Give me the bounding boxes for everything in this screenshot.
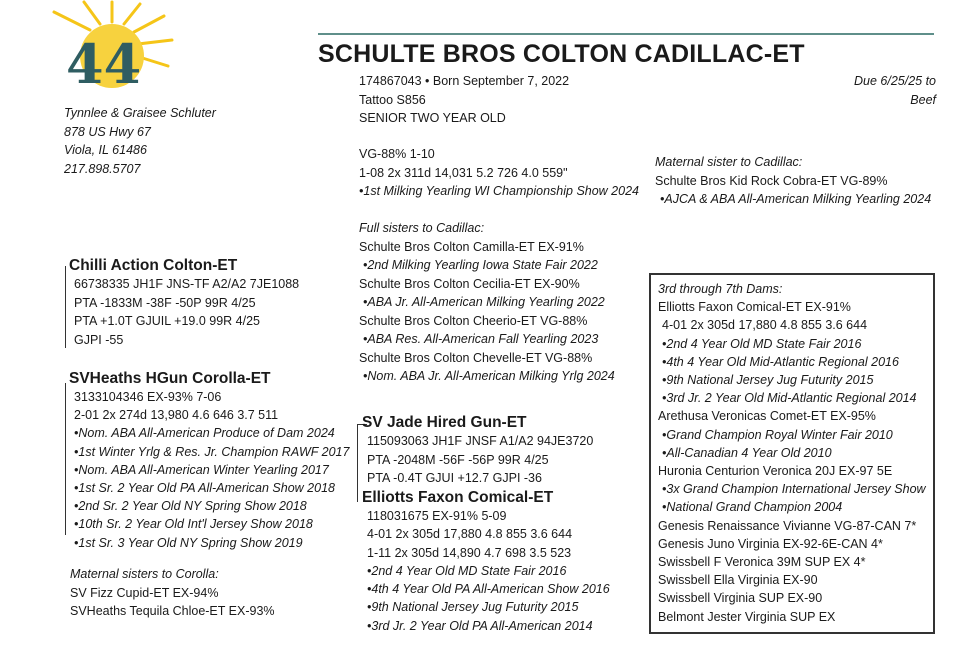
- maternal-sister-section: [655, 153, 931, 209]
- animal-info: [359, 72, 569, 128]
- sire-info: [74, 275, 299, 349]
- award: •1st Sr. 3 Year Old NY Spring Show 2019: [74, 535, 303, 550]
- award: •1st Winter Yrlg & Res. Jr. Champion RAWF 2017: [74, 444, 350, 459]
- dam-entry: Swissbell Ella Virginia EX-90: [658, 573, 818, 588]
- dam-entry: •3rd Jr. 2 Year Old Mid-Atlantic Regional 2014: [662, 391, 917, 406]
- sire-line: GJPI -55: [74, 332, 124, 347]
- dam-entry: Genesis Juno Virginia EX-92-6E-CAN 4*: [658, 536, 883, 551]
- due-info: [854, 72, 936, 109]
- dam-entry: Huronia Centurion Veronica 20J EX-97 5E: [658, 464, 893, 479]
- animal-title: SCHULTE BROS COLTON CADILLAC-ET: [318, 40, 805, 68]
- sire-line: PTA +1.0T GJUIL +19.0 99R 4/25: [74, 314, 260, 328]
- consignor-phone: 217.898.5707: [64, 161, 141, 176]
- award: •Nom. ABA All-American Produce of Dam 2024: [74, 426, 335, 441]
- dam-entry: •9th National Jersey Jug Futurity 2015: [662, 373, 874, 388]
- due-service: Beef: [910, 92, 936, 107]
- dam-entry: Swissbell F Veronica 39M SUP EX 4*: [658, 555, 866, 570]
- sister-name: Schulte Bros Colton Chevelle-ET VG-88%: [359, 350, 593, 365]
- granddam-line: 4-01 2x 305d 17,880 4.8 855 3.6 644: [367, 527, 573, 542]
- award: •Nom. ABA All-American Winter Yearling 2017: [74, 462, 329, 477]
- award: •4th 4 Year Old PA All-American Show 2016: [367, 582, 610, 597]
- due-date: Due 6/25/25 to: [853, 74, 936, 88]
- production-record: [359, 145, 639, 201]
- lactation-record: 1-08 2x 311d 14,031 5.2 726 4.0 559": [359, 165, 568, 180]
- section-heading: Maternal sister to Cadillac:: [655, 155, 803, 169]
- grandsire-bracket: [357, 424, 358, 502]
- dam-entry: Arethusa Veronicas Comet-ET EX-95%: [658, 409, 876, 424]
- consignor-info: [64, 104, 216, 178]
- tattoo: Tattoo S856: [359, 92, 426, 107]
- award: •9th National Jersey Jug Futurity 2015: [367, 600, 579, 615]
- award: •AJCA & ABA All-American Milking Yearling 2024: [660, 192, 932, 206]
- consignor-name: Tynnlee & Graisee Schluter: [64, 106, 216, 120]
- sister-name: SVHeaths Tequila Chloe-ET EX-93%: [70, 604, 275, 618]
- award: •2nd Sr. 2 Year Old NY Spring Show 2018: [74, 499, 307, 514]
- dam-entry: Elliotts Faxon Comical-ET EX-91%: [658, 300, 851, 315]
- dam-entry: •Grand Champion Royal Winter Fair 2010: [662, 427, 893, 442]
- dam-entry: Swissbell Virginia SUP EX-90: [658, 591, 823, 606]
- reg-birthdate: 174867043 • Born September 7, 2022: [359, 74, 570, 88]
- sire-name: Chilli Action Colton-ET: [69, 257, 238, 274]
- classification: VG-88% 1-10: [359, 147, 435, 161]
- dams-box: [649, 273, 935, 634]
- dam-line: 3133104346 EX-93% 7-06: [74, 390, 222, 404]
- grandsire-name: SV Jade Hired Gun-ET: [362, 414, 527, 431]
- dam-entry: •2nd 4 Year Old MD State Fair 2016: [662, 336, 862, 351]
- box-heading: 3rd through 7th Dams:: [658, 282, 783, 296]
- grandsire-line: 115093063 JH1F JNSF A1/A2 94JE3720: [367, 434, 594, 448]
- title-rule: [318, 33, 934, 35]
- lot-number: 44: [66, 32, 142, 96]
- sire-line: PTA -1833M -38F -50P 99R 4/25: [74, 295, 256, 310]
- consignor-address: 878 US Hwy 67: [64, 124, 151, 139]
- granddam-line: 1-11 2x 305d 14,890 4.7 698 3.5 523: [367, 545, 572, 560]
- award: •3rd Jr. 2 Year Old PA All-American 2014: [367, 618, 593, 633]
- sister-name: Schulte Bros Colton Cecilia-ET EX-90%: [359, 276, 580, 291]
- dam-line: 2-01 2x 274d 13,980 4.6 646 3.7 511: [74, 408, 279, 423]
- award: •1st Sr. 2 Year Old PA All-American Show 2018: [74, 481, 335, 496]
- grandsire-info: [367, 432, 593, 488]
- dam-entry: •3x Grand Champion International Jersey Show: [662, 482, 926, 497]
- granddam-info: [367, 507, 610, 635]
- dam-entry: Belmont Jester Virginia SUP EX: [658, 609, 836, 624]
- grandsire-line: PTA -0.4T GJUI +12.7 GJPI -36: [367, 471, 542, 485]
- section-heading: Maternal sisters to Corolla:: [70, 567, 219, 581]
- corolla-sisters-section: [70, 565, 275, 621]
- dam-entry: 4-01 2x 305d 17,880 4.8 855 3.6 644: [662, 318, 868, 333]
- consignor-city: Viola, IL 61486: [64, 143, 147, 157]
- dam-entry: •All-Canadian 4 Year Old 2010: [662, 445, 832, 460]
- sire-line: 66738335 JH1F JNS-TF A2/A2 7JE1088: [74, 277, 300, 291]
- award: •2nd Milking Yearling Iowa State Fair 2022: [363, 258, 598, 272]
- award: •ABA Res. All-American Fall Yearling 2023: [363, 332, 599, 346]
- dam-entry: •National Grand Champion 2004: [662, 500, 843, 515]
- granddam-name: Elliotts Faxon Comical-ET: [362, 489, 554, 506]
- sister-name: Schulte Bros Colton Camilla-ET EX-91%: [359, 239, 584, 254]
- section-heading: Full sisters to Cadillac:: [359, 221, 485, 235]
- full-sisters-section: [359, 219, 615, 386]
- award: •10th Sr. 2 Year Old Int'l Jersey Show 2018: [74, 517, 313, 532]
- dam-entry: •4th 4 Year Old Mid-Atlantic Regional 2016: [662, 354, 899, 369]
- dam-name: SVHeaths HGun Corolla-ET: [69, 370, 271, 387]
- award: •2nd 4 Year Old MD State Fair 2016: [367, 563, 567, 578]
- dam-entry: Genesis Renaissance Vivianne VG-87-CAN 7*: [658, 518, 917, 533]
- dam-bracket: [65, 383, 66, 535]
- grandsire-line: PTA -2048M -56F -56P 99R 4/25: [367, 452, 549, 467]
- sire-bracket: [65, 266, 66, 348]
- award: •ABA Jr. All-American Milking Yearling 2022: [363, 295, 605, 309]
- age-class: SENIOR TWO YEAR OLD: [359, 111, 506, 125]
- sister-name: SV Fizz Cupid-ET EX-94%: [70, 585, 219, 600]
- granddam-line: 118031675 EX-91% 5-09: [367, 509, 507, 523]
- dam-info: [74, 388, 349, 552]
- award: •1st Milking Yearling WI Championship Show 2024: [359, 184, 639, 198]
- sister-name: Schulte Bros Colton Cheerio-ET VG-88%: [359, 313, 588, 328]
- sister-name: Schulte Bros Kid Rock Cobra-ET VG-89%: [655, 173, 888, 188]
- award: •Nom. ABA Jr. All-American Milking Yrlg 2024: [363, 369, 615, 383]
